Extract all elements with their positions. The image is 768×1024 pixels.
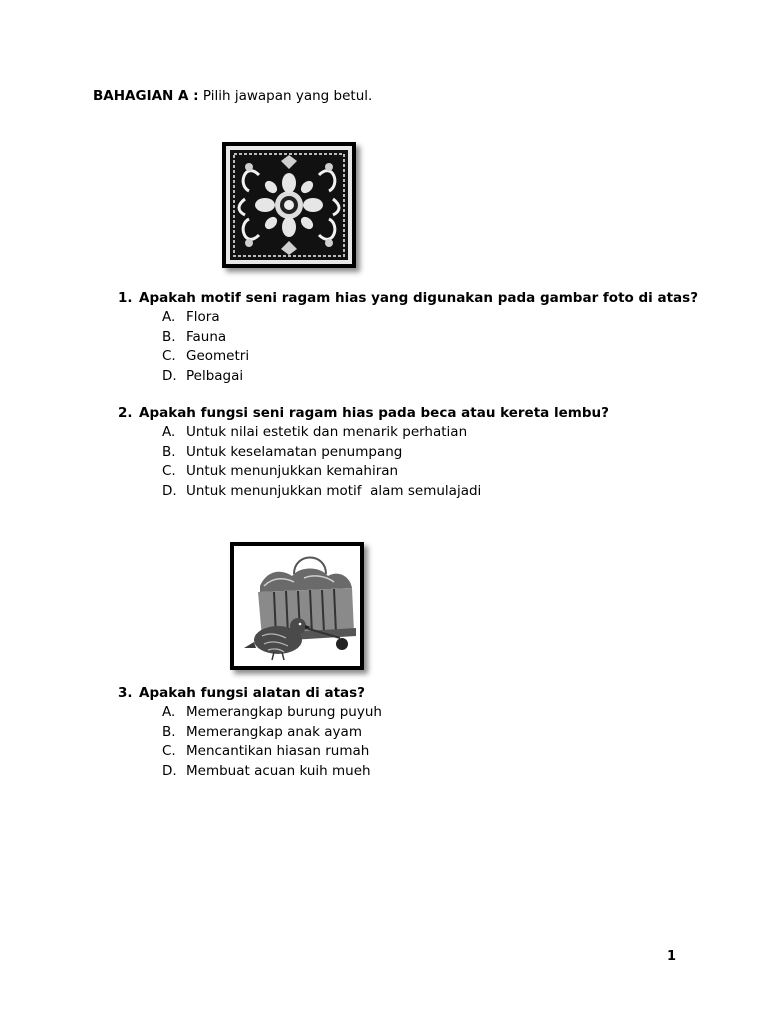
option-text: Memerangkap burung puyuh	[186, 704, 382, 720]
question-1-option-c	[162, 347, 249, 367]
page-number: 1	[667, 949, 677, 964]
section-heading-label: BAHAGIAN A :	[93, 88, 199, 104]
question-1-option-b	[162, 328, 249, 348]
option-text: Untuk keselamatan penumpang	[186, 443, 403, 460]
option-letter: D.	[162, 482, 177, 499]
option-text: Flora	[186, 309, 220, 325]
option-text: Untuk menunjukkan kemahiran	[186, 463, 399, 480]
option-letter: A.	[162, 424, 176, 440]
floral-carving-motif-image	[222, 142, 356, 268]
question-1-text: Apakah motif seni ragam hias yang digunakan pada gambar foto di atas?	[139, 290, 699, 306]
option-text: Memerangkap anak ayam	[186, 723, 362, 740]
option-letter: B.	[162, 723, 176, 740]
option-text: Membuat acuan kuih mueh	[186, 762, 371, 779]
question-2-text: Apakah fungsi seni ragam hias pada beca atau kereta lembu?	[139, 405, 609, 421]
option-letter: C.	[162, 463, 176, 480]
option-text: Untuk nilai estetik dan menarik perhatian	[186, 424, 468, 440]
option-letter: C.	[162, 743, 176, 760]
question-2-option-a	[162, 423, 481, 443]
question-1-option-d	[162, 367, 249, 387]
option-letter: A.	[162, 704, 176, 720]
option-letter: D.	[162, 367, 177, 384]
question-2-option-d	[162, 482, 481, 502]
question-3-option-d	[162, 762, 382, 782]
floral-motif-icon	[226, 146, 352, 264]
option-letter: B.	[162, 328, 176, 345]
section-heading	[93, 88, 372, 104]
question-2-option-c	[162, 462, 481, 482]
question-1	[118, 290, 698, 306]
question-3-option-a	[162, 703, 382, 723]
option-text: Geometri	[186, 348, 250, 365]
option-letter: D.	[162, 762, 177, 779]
question-2	[118, 405, 609, 421]
section-heading-instruction: Pilih jawapan yang betul.	[198, 88, 373, 104]
option-text: Untuk menunjukkan motif alam semulajadi	[186, 482, 482, 499]
question-1-options	[162, 308, 249, 386]
option-text: Fauna	[186, 328, 227, 345]
option-letter: A.	[162, 309, 176, 325]
quail-bird-trap-image	[230, 542, 364, 670]
question-2-number: 2.	[118, 405, 133, 421]
question-3-options	[162, 703, 382, 781]
question-1-option-a	[162, 308, 249, 328]
option-letter: C.	[162, 348, 176, 365]
question-3	[118, 685, 365, 701]
option-letter: B.	[162, 443, 176, 460]
question-1-number: 1.	[118, 290, 133, 306]
question-3-number: 3.	[118, 685, 133, 701]
question-3-text: Apakah fungsi alatan di atas?	[139, 685, 365, 701]
question-3-option-c	[162, 742, 382, 762]
question-2-option-b	[162, 443, 481, 463]
question-3-option-b	[162, 723, 382, 743]
option-text: Pelbagai	[186, 367, 244, 384]
option-text: Mencantikan hiasan rumah	[186, 743, 370, 760]
bird-trap-icon	[234, 546, 360, 666]
question-2-options	[162, 423, 481, 501]
